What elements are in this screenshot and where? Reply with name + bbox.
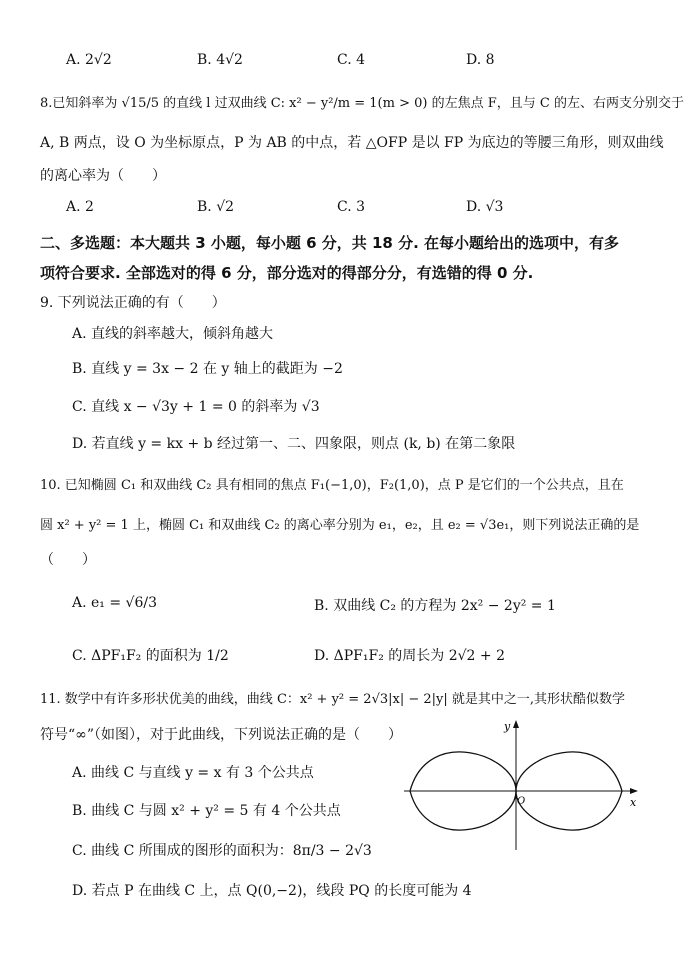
q9-option-a: A. 直线的斜率越大，倾斜角越大 [72,326,274,342]
q9-stem: 9. 下列说法正确的有（ ） [40,295,226,311]
q11-option-b: B. 曲线 C 与圆 x² + y² = 5 有 4 个公共点 [72,803,341,819]
q8-stem-line3: 的离心率为（ ） [40,168,166,184]
q10-stem-line3: （ ） [40,552,96,568]
q9-option-c: C. 直线 x − √3y + 1 = 0 的斜率为 √3 [72,399,320,415]
q11-option-a: A. 曲线 C 与直线 y = x 有 3 个公共点 [72,765,314,781]
q10-stem-line2: 圆 x² + y² = 1 上，椭圆 C₁ 和双曲线 C₂ 的离心率分别为 e₁，e₂，且 e₂ = √3e₁，则下列说法正确的是 [40,518,640,533]
x-axis-arrow [630,788,638,794]
q10-option-b: B. 双曲线 C₂ 的方程为 2x² − 2y² = 1 [314,598,556,614]
q9-option-d: D. 若直线 y = kx + b 经过第一、二、四象限，则点 (k, b) 在第二象限 [72,436,516,452]
q8-stem-line2: A, B 两点，设 O 为坐标原点，P 为 AB 的中点，若 △OFP 是以 FP 为底边的等腰三角形，则双曲线 [40,135,664,151]
q10-option-c: C. ΔPF₁F₂ 的面积为 1/2 [72,648,229,664]
q7-option-d: D. 8 [466,52,495,68]
q10-option-d: D. ΔPF₁F₂ 的周长为 2√2 + 2 [314,648,505,664]
x-axis-label: x [630,796,637,809]
q11-option-c: C. 曲线 C 所围成的图形的面积为：8π/3 − 2√3 [72,843,372,859]
q9-option-b: B. 直线 y = 3x − 2 在 y 轴上的截距为 −2 [72,361,343,377]
q10-stem-line1: 10. 已知椭圆 C₁ 和双曲线 C₂ 具有相同的焦点 F₁(−1,0)，F₂(1,0)，点 P 是它们的一个公共点，且在 [40,478,624,493]
q7-option-c: C. 4 [337,52,366,68]
section2-heading-line1: 二、多选题：本大题共 3 小题，每小题 6 分，共 18 分. 在每小题给出的选项中，有多 [40,234,620,252]
q8-option-c: C. 3 [337,199,366,215]
q8-option-b: B. √2 [197,199,235,215]
q8-option-a: A. 2 [66,199,94,215]
y-axis-label: y [504,720,511,733]
q8-stem-line1: 8.已知斜率为 √15/5 的直线 l 过双曲线 C: x² − y²/m = 1(m > 0) 的左焦点 F，且与 C 的左、右两支分别交于 [40,96,684,111]
curve-figure [404,720,640,850]
q11-stem-line2: 符号“∞”（如图），对于此曲线，下列说法正确的是（ ） [40,727,402,743]
q7-option-b: B. 4√2 [197,52,243,68]
q11-stem-line1: 11. 数学中有许多形状优美的曲线，曲线 C：x² + y² = 2√3|x| − 2|y| 就是其中之一,其形状酷似数学 [40,692,626,707]
y-axis-arrow [513,720,519,728]
q11-option-d: D. 若点 P 在曲线 C 上，点 Q(0,−2)，线段 PQ 的长度可能为 4 [72,883,472,899]
q7-option-a: A. 2√2 [66,52,112,68]
origin-label: O [517,796,526,807]
section2-heading-line2: 项符合要求. 全部选对的得 6 分，部分选对的得部分分，有选错的得 0 分. [40,264,534,282]
q8-option-d: D. √3 [466,199,504,215]
q10-option-a: A. e₁ = √6/3 [72,595,157,611]
